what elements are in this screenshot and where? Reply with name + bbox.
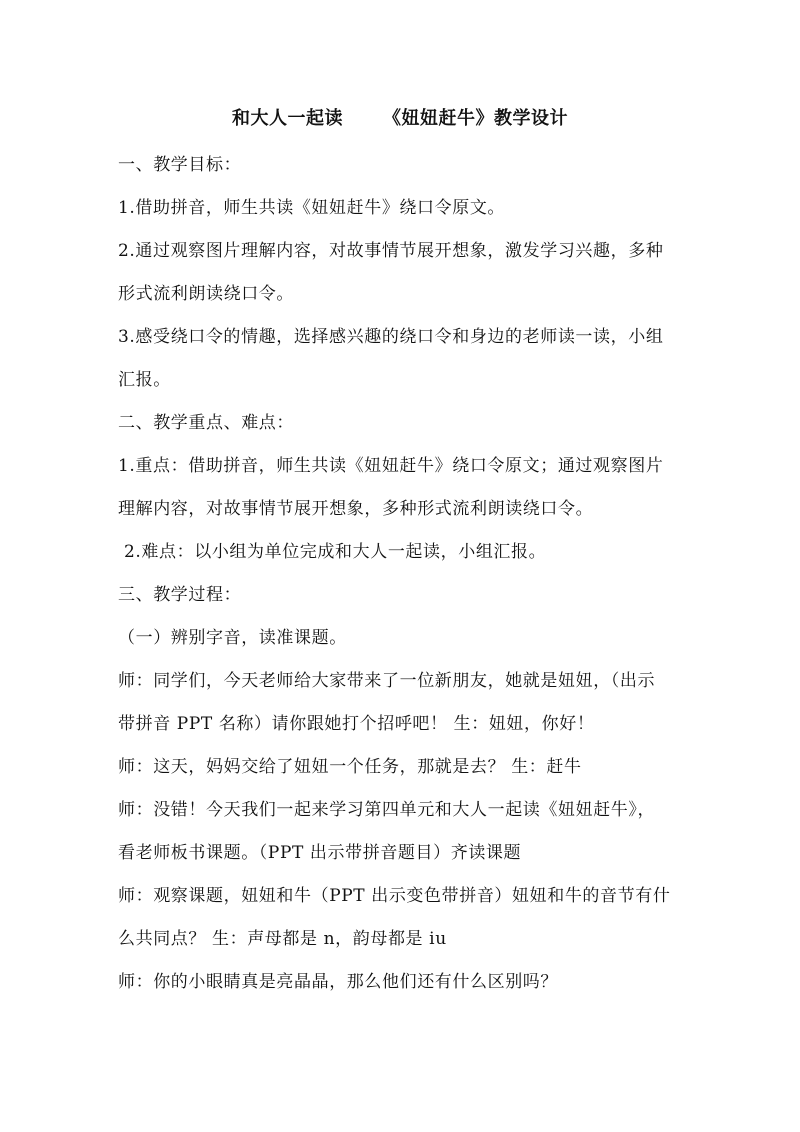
process-step-1-heading: （一）辨别字音，读准课题。 — [118, 628, 347, 648]
goal-3-line-1: 3.感受绕口令的情趣，选择感兴趣的绕口令和身边的老师读一读，小组 — [118, 327, 664, 347]
heading-teaching-process: 三、教学过程： — [118, 585, 242, 605]
dialogue-line-3: 师：这天，妈妈交给了妞妞一个任务，那就是去？ 生：赶牛 — [118, 757, 582, 777]
document-title — [0, 104, 800, 130]
key-point-2: 2.难点：以小组为单位完成和大人一起读，小组汇报。 — [118, 542, 547, 562]
dialogue-line-5: 看老师板书课题。（PPT 出示带拼音题目）齐读课题 — [118, 843, 522, 863]
dialogue-line-4: 师：没错！今天我们一起来学习第四单元和大人一起读《妞妞赶牛》， — [118, 800, 656, 820]
heading-key-points: 二、教学重点、难点： — [118, 413, 294, 433]
goal-2-line-2: 形式流利朗读绕口令。 — [118, 284, 294, 304]
dialogue-line-6: 师：观察课题，妞妞和牛（PPT 出示变色带拼音）妞妞和牛的音节有什 — [118, 886, 671, 906]
goal-1: 1.借助拼音，师生共读《妞妞赶牛》绕口令原文。 — [118, 198, 506, 218]
goal-2-line-1: 2.通过观察图片理解内容，对故事情节展开想象，激发学习兴趣，多种 — [118, 241, 664, 261]
key-point-1-line-1: 1.重点：借助拼音，师生共读《妞妞赶牛》绕口令原文；通过观察图片 — [118, 456, 664, 476]
title-part-1: 和大人一起读 — [232, 108, 343, 129]
dialogue-line-8: 师：你的小眼睛真是亮晶晶，那么他们还有什么区别吗？ — [118, 972, 558, 992]
goal-3-line-2: 汇报。 — [118, 370, 171, 390]
key-point-1-line-2: 理解内容，对故事情节展开想象，多种形式流利朗读绕口令。 — [118, 499, 594, 519]
dialogue-line-7: 么共同点？ 生：声母都是 n，韵母都是 iu — [118, 929, 447, 949]
dialogue-line-1: 师：同学们，今天老师给大家带来了一位新朋友，她就是妞妞，（出示 — [118, 671, 656, 691]
title-part-2: 《妞妞赶牛》教学设计 — [383, 108, 568, 129]
dialogue-line-2: 带拼音 PPT 名称）请你跟她打个招呼吧！ 生：妞妞，你好！ — [118, 714, 595, 734]
heading-teaching-goals: 一、教学目标： — [118, 155, 242, 175]
